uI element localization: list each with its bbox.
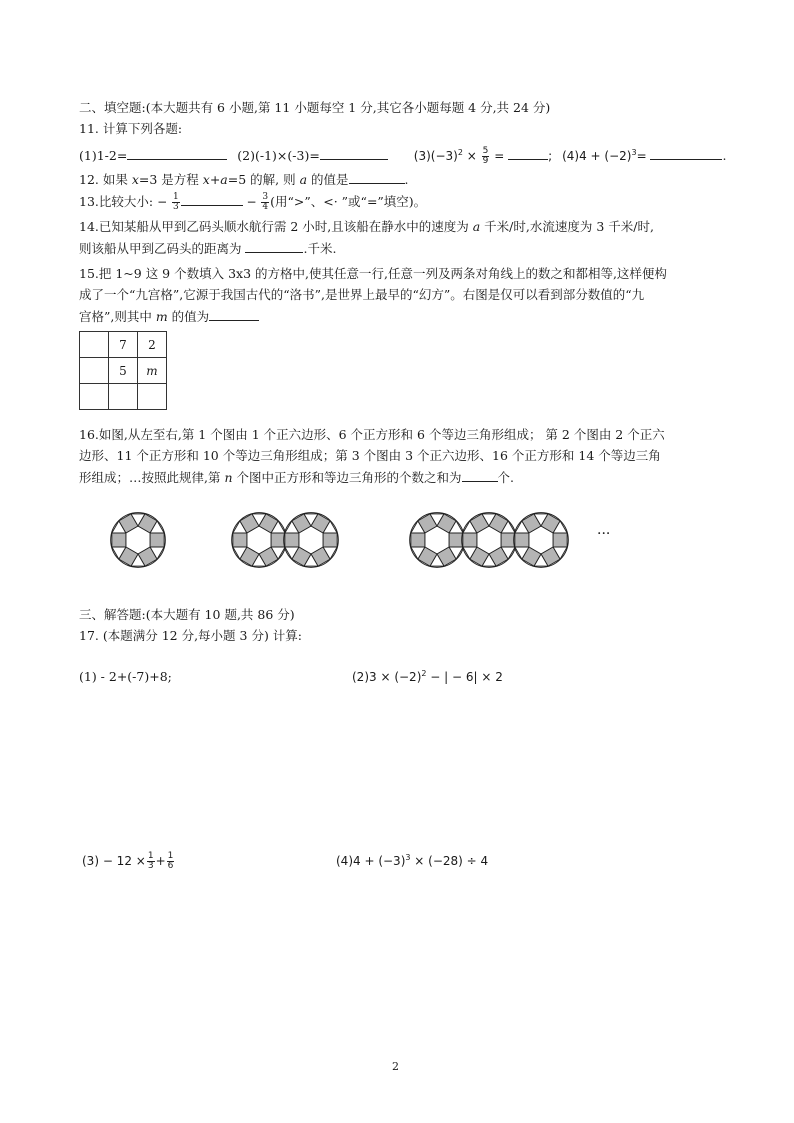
magic-square-grid: [79, 331, 167, 410]
page-number: 2: [392, 1060, 399, 1073]
grid-cell: [109, 384, 138, 410]
q17-part1: (1) - 2+(-7)+8;: [79, 669, 172, 684]
question-14-line2: 则该船从甲到乙码头的距离为 .千米.: [79, 241, 337, 256]
q17-part2: $(2)3 \times (-2)^2$ − | − 6| × 2: [352, 669, 503, 684]
grid-cell: [138, 384, 167, 410]
answer-blank: [209, 307, 259, 321]
square: [150, 533, 164, 547]
answer-blank: [349, 170, 405, 184]
answer-blank: [650, 146, 722, 160]
q11-part2: (2)(-1)×(-3)=: [237, 148, 320, 163]
q11-part3: $(3)(-3)^2$ × $\frac{5}{9}$ =: [413, 146, 509, 166]
grid-cell: [80, 384, 109, 410]
question-11-parts: [79, 146, 726, 166]
answer-blank: [127, 146, 227, 160]
square: [411, 533, 425, 547]
grid-cell: 2: [138, 332, 167, 358]
question-16-line2: 边形、11 个正方形和 10 个等边三角形组成；第 3 个图由 3 个正六边形、16 个正方形和 14 个等边三角: [79, 448, 661, 463]
grid-cell: [80, 332, 109, 358]
question-13: 13.比较大小: − $\frac{1}{3}$ − $\frac{3}{4}$ (用“>”、<· ”或“=”填空)。: [79, 192, 427, 212]
answer-blank: [462, 468, 498, 482]
grid-cell: [80, 358, 109, 384]
answer-blank: [245, 239, 303, 253]
square: [515, 533, 529, 547]
square: [285, 533, 299, 547]
q11-part4: $(4)4 + (-2)^3=$: [562, 148, 651, 163]
question-16-line1: 16.如图,从左至右,第 1 个图由 1 个正六边形、6 个正方形和 6 个等边三角形组成； 第 2 个图由 2 个正六: [79, 427, 665, 442]
pattern-figure-1: [93, 497, 183, 583]
q11-part4-end: .: [722, 148, 727, 163]
square: [233, 533, 247, 547]
square: [501, 533, 515, 547]
question-16-line3: 形组成；…按照此规律,第 n 个图中正方形和等边三角形的个数之和为 个.: [79, 470, 514, 485]
grid-cell: 7: [109, 332, 138, 358]
answer-blank: [320, 146, 388, 160]
q17-part4: $(4)4 + (-3)^3 \times (-28) \div 4$: [336, 853, 489, 868]
square: [323, 533, 337, 547]
question-11-title: 11. 计算下列各题:: [79, 121, 183, 136]
q11-part1: (1)1-2=: [79, 148, 128, 163]
question-15-line3: 宫格”,则其中 m 的值为: [79, 307, 259, 326]
square: [112, 533, 126, 547]
square: [271, 533, 285, 547]
q11-part3-end: ;: [548, 149, 553, 163]
answer-blank: [181, 192, 243, 206]
grid-cell: 5: [109, 358, 138, 384]
section-heading: 三、解答题:(本大题有 10 题,共 86 分): [79, 607, 295, 622]
grid-cell: m: [138, 358, 167, 384]
question-17-title: 17. (本题满分 12 分,每小题 3 分) 计算:: [79, 628, 303, 643]
ellipsis-mark: ···: [597, 526, 611, 542]
pattern-figure-3: [392, 497, 586, 583]
square: [553, 533, 567, 547]
section-heading: 二、填空题:(本大题共有 6 小题,第 11 小题每空 1 分,其它各小题每题 4 分,共 24 分): [79, 100, 551, 115]
question-15-line2: 成了一个“九宫格”,它源于我国古代的“洛书”,是世界上最早的“幻方”。右图是仅可以看到部分数值的“九: [79, 287, 645, 302]
square: [449, 533, 463, 547]
answer-blank: [508, 146, 548, 160]
q17-part3: (3) − 12 × $\frac{1}{3}$ + $\frac{1}{6}$: [82, 851, 174, 871]
question-15-line1: 15.把 1~9 这 9 个数填入 3x3 的方格中,使其任意一行,任意一列及两条对角线上的数之和都相等,这样便构: [79, 266, 667, 281]
question-14-line1: 14.已知某船从甲到乙码头顺水航行需 2 小时,且该船在静水中的速度为 a 千米/时,水流速度为 3 千米/时,: [79, 219, 654, 234]
question-12: 12. 如果 x=3 是方程 x+a=5 的解, 则 a 的值是 .: [79, 172, 409, 187]
square: [463, 533, 477, 547]
pattern-figure-2: [214, 497, 356, 583]
